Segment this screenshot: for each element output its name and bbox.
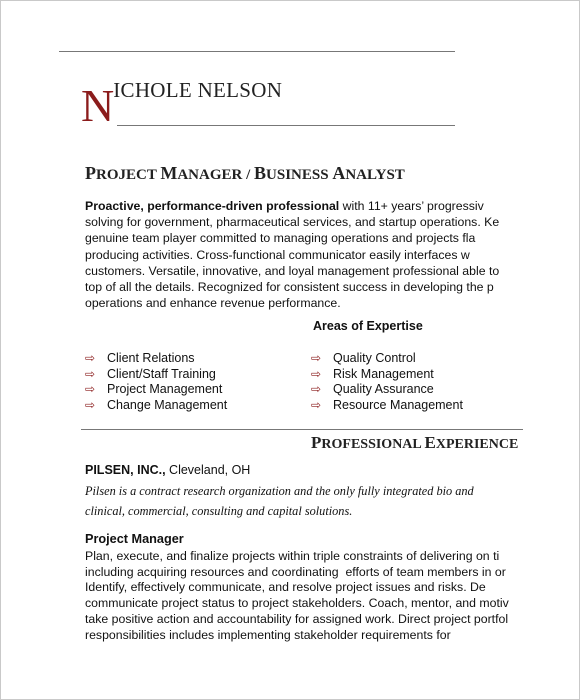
job-title: [85, 163, 405, 184]
summary-line: with 11+ years’ progressiv: [339, 199, 484, 213]
job-title-initial: B: [254, 163, 267, 183]
section-title-initial: E: [424, 433, 436, 452]
summary-line: producing activities. Cross-functional communicator easily interfaces w: [85, 247, 470, 262]
position-line: Identify, effectively communicate, and resolve project issues and risks. De: [85, 580, 486, 595]
name-rest: ICHOLE NELSON: [113, 78, 283, 102]
job-title-text: ANAGER /: [177, 167, 254, 183]
summary-line: genuine team player committed to managing operations and projects fla: [85, 231, 476, 246]
summary-line: operations and enhance revenue performance.: [85, 296, 341, 310]
skill-label: Resource Management: [333, 397, 463, 412]
summary-line: customers. Versatile, innovative, and loyal management professional able to: [85, 263, 500, 278]
summary-line: solving for government, pharmaceutical services, and startup operations. Ke: [85, 215, 500, 230]
skill-label: Client/Staff Training: [107, 366, 216, 381]
arrow-right-icon: ⇨: [85, 366, 96, 381]
list-item: [311, 366, 463, 382]
summary-line: top of all the details. Recognized for consistent success in developing the p: [85, 280, 494, 295]
arrow-right-icon: ⇨: [311, 366, 322, 381]
section-title-initial: P: [311, 433, 322, 452]
expertise-list-left: [85, 350, 227, 413]
arrow-right-icon: ⇨: [85, 397, 96, 412]
position-line: responsibilities includes implementing stakeholder requirements for: [85, 627, 451, 642]
job-title-text: USINESS: [266, 167, 333, 183]
top-divider: [59, 51, 455, 52]
company-line: [85, 463, 250, 477]
position-line: take positive action and accountability for assigned work. Direct project portfol: [85, 611, 509, 626]
company-name: PILSEN, INC.,: [85, 463, 166, 477]
name-underline: [117, 125, 455, 126]
list-item: [85, 397, 227, 413]
company-description: [85, 482, 522, 522]
skill-label: Project Management: [107, 382, 223, 397]
position-description: [85, 549, 522, 649]
expertise-list-right: [311, 350, 463, 413]
arrow-right-icon: ⇨: [311, 397, 322, 412]
job-title-initial: A: [332, 163, 346, 183]
job-title-text: ROJECT: [96, 167, 161, 183]
position-line: including acquiring resources and coordinating efforts of team members in or: [85, 564, 506, 579]
company-desc-line: clinical, commercial, consulting and capital solutions.: [85, 503, 353, 518]
list-item: [311, 397, 463, 413]
list-item: [85, 366, 227, 382]
name-initial: N: [81, 80, 115, 131]
skill-label: Quality Assurance: [333, 382, 434, 397]
professional-experience-heading: [311, 433, 518, 453]
company-desc-line: Pilsen is a contract research organization and the only fully integrated bio and: [85, 484, 474, 498]
arrow-right-icon: ⇨: [85, 382, 96, 397]
position-line: Plan, execute, and finalize projects within triple constraints of delivering on ti: [85, 549, 500, 563]
arrow-right-icon: ⇨: [311, 350, 322, 365]
experience-divider: [81, 429, 523, 430]
section-title-text: XPERIENCE: [435, 437, 519, 452]
list-item: [85, 381, 227, 397]
position-line: communicate project status to project stakeholders. Coach, mentor, and motiv: [85, 596, 509, 611]
job-title-text: NALYST: [345, 167, 405, 183]
skill-label: Client Relations: [107, 350, 195, 365]
skill-label: Risk Management: [333, 366, 434, 381]
list-item: [311, 350, 463, 366]
skill-label: Change Management: [107, 397, 228, 412]
company-location: Cleveland, OH: [165, 463, 251, 477]
list-item: [85, 350, 227, 366]
arrow-right-icon: ⇨: [85, 350, 96, 365]
job-title-initial: M: [160, 163, 178, 183]
position-title: Project Manager: [85, 532, 184, 546]
summary-lead: Proactive, performance-driven professional: [85, 199, 340, 213]
candidate-name: [81, 78, 283, 131]
areas-of-expertise-heading: Areas of Expertise: [313, 319, 423, 333]
list-item: [311, 381, 463, 397]
skill-label: Quality Control: [333, 350, 416, 365]
job-title-initial: P: [85, 163, 96, 183]
professional-summary: [85, 198, 522, 310]
section-title-text: ROFESSIONAL: [321, 437, 425, 452]
arrow-right-icon: ⇨: [311, 382, 322, 397]
